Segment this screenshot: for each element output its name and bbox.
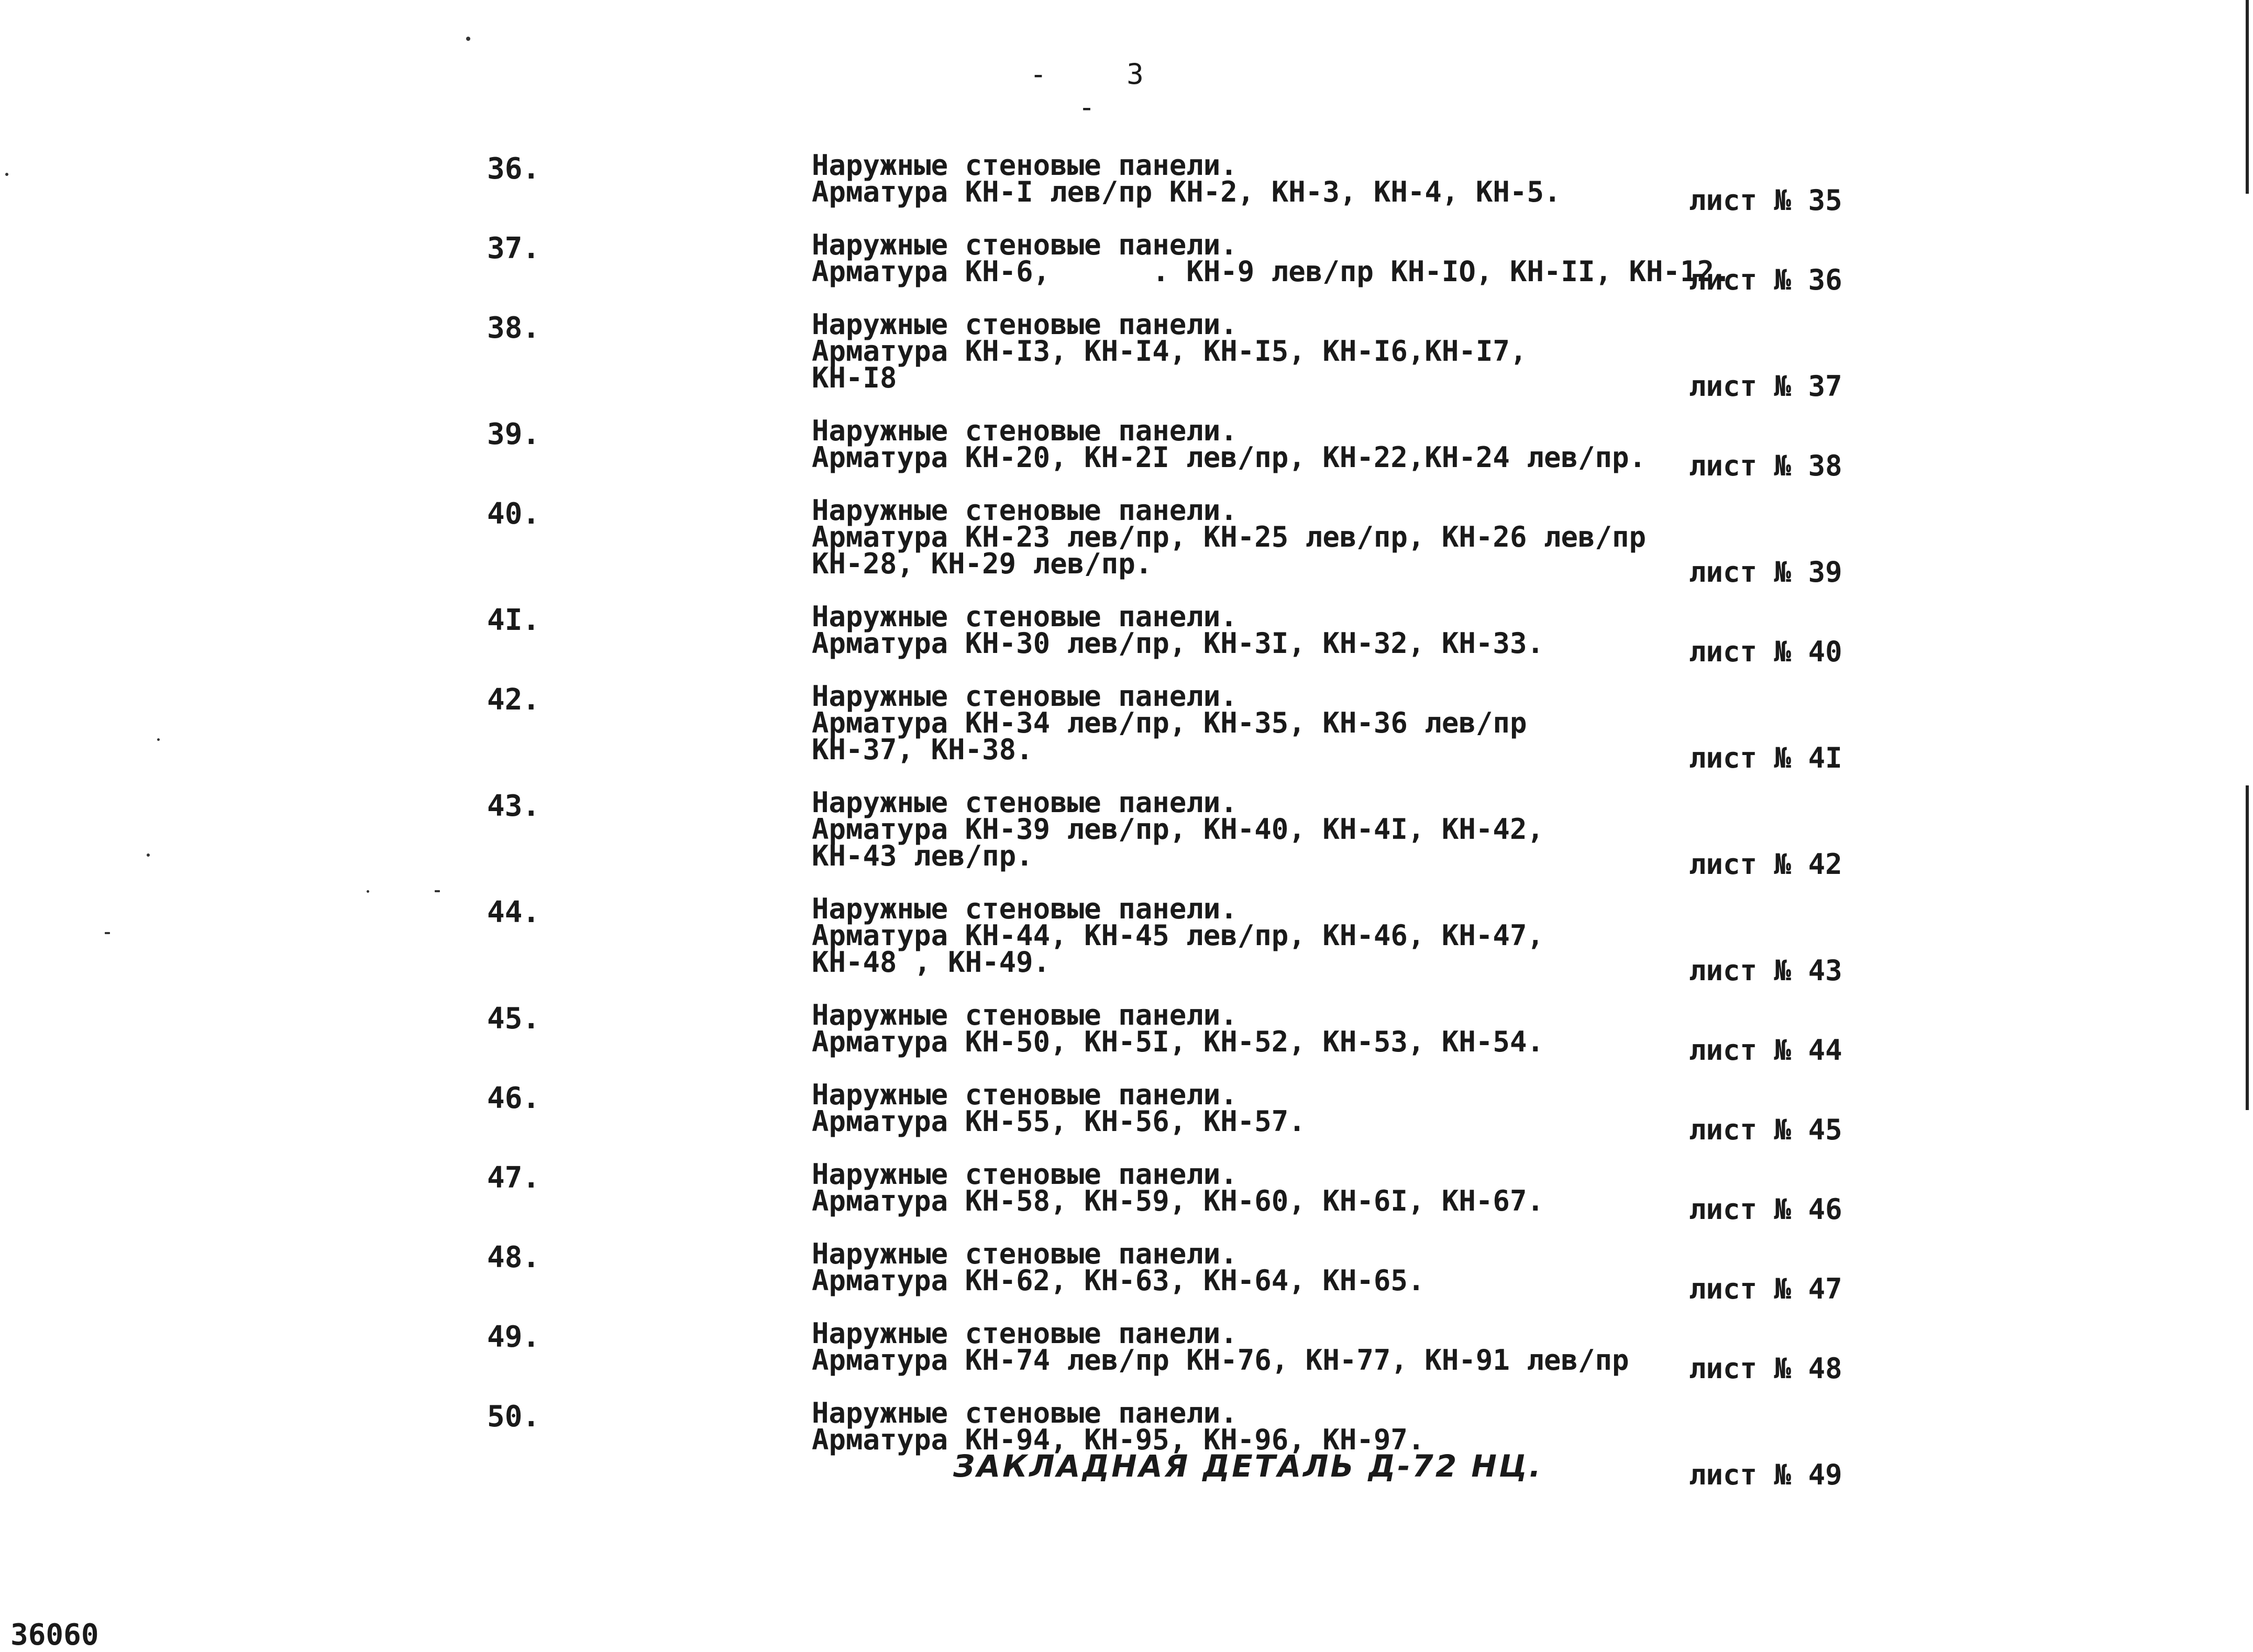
- entry-items: Арматура КН-23 лев/пр, КН-25 лев/пр, КН-26 лев/пр: [812, 520, 1647, 553]
- entry-number: 39.: [487, 417, 540, 451]
- entry-number: 46.: [487, 1081, 540, 1115]
- entry-description: [812, 1237, 1597, 1297]
- entry-sheet-ref: лист № 45: [1689, 1113, 1842, 1146]
- contents-entry: [487, 1237, 1901, 1320]
- entry-title: Наружные стеновые панели.: [812, 1317, 1238, 1350]
- contents-list: [487, 149, 1901, 1506]
- contents-entry: [487, 999, 1901, 1081]
- entry-description: [812, 680, 1597, 766]
- entry-items: Арматура КН-20, КН-2I лев/пр, КН-22,КН-24 лев/пр.: [812, 441, 1647, 474]
- entry-title: Наружные стеновые панели.: [812, 494, 1238, 527]
- entry-number: 43.: [487, 789, 540, 823]
- entry-title: Наружные стеновые панели.: [812, 1237, 1238, 1270]
- entry-sheet-ref: лист № 42: [1689, 848, 1842, 881]
- entry-number: 47.: [487, 1161, 540, 1195]
- entry-sheet-ref: лист № 48: [1689, 1352, 1842, 1385]
- entry-description: [812, 1078, 1597, 1138]
- entry-items: Арматура КН-62, КН-63, КН-64, КН-65.: [812, 1264, 1425, 1297]
- entry-sheet-ref: лист № 4I: [1689, 741, 1842, 774]
- entry-title: Наружные стеновые панели.: [812, 786, 1238, 819]
- entry-sheet-ref: лист № 39: [1689, 556, 1842, 589]
- scan-speck: [147, 853, 150, 857]
- entry-title: Наружные стеновые панели.: [812, 1396, 1238, 1429]
- entry-description: [812, 494, 1647, 580]
- entry-items: Арматура КН-34 лев/пр, КН-35, КН-36 лев/пр: [812, 706, 1527, 739]
- entry-description: [812, 414, 1647, 474]
- entry-items: Арматура КН-94, КН-95, КН-96, КН-97.: [812, 1423, 1425, 1456]
- entry-number: 45.: [487, 1002, 540, 1036]
- entry-title: Наружные стеновые панели.: [812, 600, 1238, 633]
- contents-entry: [487, 1317, 1901, 1400]
- entry-sheet-ref: лист № 44: [1689, 1034, 1842, 1067]
- contents-entry: [487, 600, 1901, 683]
- scan-speck: [5, 173, 8, 176]
- entry-items: Арматура КН-39 лев/пр, КН-40, КН-4I, КН-42,: [812, 813, 1544, 846]
- scan-edge-mark: [2246, 785, 2249, 1110]
- entry-number: 49.: [487, 1320, 540, 1354]
- contents-entry: [487, 786, 1901, 895]
- entry-description: [812, 1158, 1597, 1217]
- contents-entry: [487, 414, 1901, 497]
- entry-description: [812, 1396, 1597, 1484]
- entry-description: [812, 600, 1597, 660]
- entry-items-continued: КН-28, КН-29 лев/пр.: [812, 547, 1153, 580]
- contents-entry: [487, 1158, 1901, 1240]
- entry-items-continued: КН-I8: [812, 361, 897, 394]
- contents-entry: [487, 149, 1901, 231]
- contents-entry: [487, 892, 1901, 1002]
- contents-entry: [487, 680, 1901, 789]
- entry-number: 42.: [487, 683, 540, 717]
- entry-items: Арматура КН-50, КН-5I, КН-52, КН-53, КН-54.: [812, 1025, 1544, 1058]
- entry-number: 44.: [487, 895, 540, 929]
- entry-sheet-ref: лист № 36: [1689, 263, 1842, 296]
- entry-number: 38.: [487, 311, 540, 345]
- entry-number: 48.: [487, 1240, 540, 1274]
- contents-entry: [487, 494, 1901, 603]
- entry-items: Арматура КН-74 лев/пр КН-76, КН-77, КН-91 лев/пр: [812, 1344, 1629, 1377]
- entry-description: [812, 786, 1597, 872]
- entry-sheet-ref: лист № 46: [1689, 1193, 1842, 1226]
- scan-speck: [157, 738, 160, 741]
- entry-items: Арматура КН-30 лев/пр, КН-3I, КН-32, КН-33.: [812, 627, 1544, 660]
- entry-items: Арматура КН-44, КН-45 лев/пр, КН-46, КН-47,: [812, 919, 1544, 952]
- scan-speck: [367, 890, 369, 893]
- scan-edge-mark: [2246, 0, 2249, 194]
- entry-title: Наружные стеновые панели.: [812, 414, 1238, 447]
- contents-entry: [487, 228, 1901, 311]
- entry-items: Арматура КН-55, КН-56, КН-57.: [812, 1105, 1306, 1138]
- entry-number: 50.: [487, 1400, 540, 1434]
- handwritten-note: ЗАКЛАДНАЯ ДЕТАЛЬ Д-72 НЦ.: [953, 1448, 1543, 1484]
- scan-speck: [105, 932, 110, 934]
- entry-items: Арматура КН-58, КН-59, КН-60, КН-6I, КН-67.: [812, 1184, 1544, 1217]
- entry-sheet-ref: лист № 38: [1689, 449, 1842, 482]
- contents-entry: [487, 308, 1901, 417]
- entry-title: Наружные стеновые панели.: [812, 1158, 1238, 1191]
- entry-items: Арматура КН-6, . КН-9 лев/пр КН-IO, КН-II, КН-12.: [812, 255, 1731, 288]
- entry-description: [812, 228, 1731, 288]
- entry-title: Наружные стеновые панели.: [812, 308, 1238, 341]
- contents-entry: [487, 1396, 1901, 1506]
- entry-items-continued: КН-43 лев/пр.: [812, 839, 1033, 872]
- entry-number: 37.: [487, 231, 540, 265]
- page-number: - 3 -: [1030, 58, 1175, 124]
- entry-items-continued: КН-37, КН-38.: [812, 733, 1033, 766]
- entry-sheet-ref: лист № 40: [1689, 635, 1842, 668]
- entry-description: [812, 999, 1597, 1058]
- entry-items: Арматура КН-I лев/пр КН-2, КН-3, КН-4, КН-5.: [812, 175, 1561, 208]
- entry-description: [812, 1317, 1629, 1377]
- contents-entry: [487, 1078, 1901, 1161]
- scan-speck: [466, 37, 470, 41]
- entry-description: [812, 308, 1597, 394]
- entry-title: Наружные стеновые панели.: [812, 680, 1238, 713]
- entry-sheet-ref: лист № 43: [1689, 954, 1842, 987]
- entry-sheet-ref: лист № 35: [1689, 184, 1842, 217]
- scan-speck: [435, 890, 440, 892]
- entry-title: Наружные стеновые панели.: [812, 149, 1238, 182]
- entry-title: Наружные стеновые панели.: [812, 892, 1238, 925]
- entry-sheet-ref: лист № 37: [1689, 370, 1842, 403]
- entry-title: Наружные стеновые панели.: [812, 999, 1238, 1032]
- entry-description: [812, 149, 1597, 208]
- document-id: 36060: [10, 1618, 99, 1652]
- entry-sheet-ref: лист № 47: [1689, 1272, 1842, 1305]
- entry-sheet-ref: лист № 49: [1689, 1458, 1842, 1491]
- entry-number: 4I.: [487, 603, 540, 637]
- entry-description: [812, 892, 1597, 979]
- entry-title: Наружные стеновые панели.: [812, 1078, 1238, 1111]
- entry-number: 36.: [487, 152, 540, 186]
- entry-items-continued: КН-48 , КН-49.: [812, 946, 1051, 979]
- entry-items: Арматура КН-I3, КН-I4, КН-I5, КН-I6,КН-I7,: [812, 335, 1527, 368]
- entry-number: 40.: [487, 497, 540, 531]
- entry-title: Наружные стеновые панели.: [812, 228, 1238, 261]
